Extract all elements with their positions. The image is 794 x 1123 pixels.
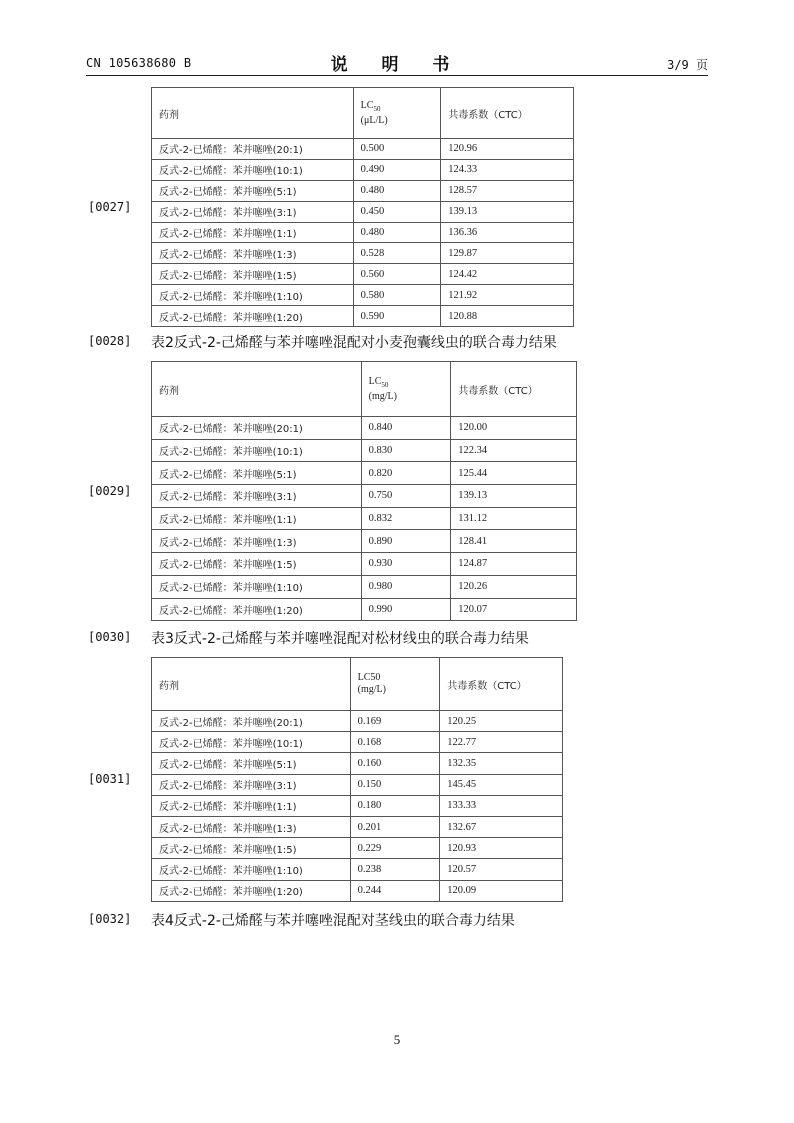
table-row — [152, 306, 574, 327]
lc50-cell: 0.528 — [353, 243, 441, 264]
table-row — [152, 530, 577, 553]
agent-cell: 反式-2-已烯醛：苯并噻唑(3:1) — [152, 485, 362, 508]
agent-cell: 反式-2-已烯醛：苯并噻唑(5:1) — [152, 753, 351, 774]
agent-cell: 反式-2-已烯醛：苯并噻唑(5:1) — [152, 462, 362, 485]
ctc-cell: 122.34 — [451, 439, 577, 462]
lc-subscript: 50 — [381, 380, 389, 389]
lc50-cell: 0.580 — [353, 285, 441, 306]
agent-cell: 反式-2-已烯醛：苯并噻唑(20:1) — [152, 417, 362, 440]
agent-cell: 反式-2-已烯醛：苯并噻唑(10:1) — [152, 159, 354, 180]
lc50-cell: 0.490 — [353, 159, 441, 180]
table-row — [152, 462, 577, 485]
table-row — [152, 816, 563, 837]
lc50-cell: 0.750 — [361, 485, 451, 508]
agent-cell: 反式-2-已烯醛：苯并噻唑(10:1) — [152, 439, 362, 462]
ctc-cell: 132.35 — [440, 753, 563, 774]
agent-cell: 反式-2-已烯醛：苯并噻唑(1:1) — [152, 507, 362, 530]
table-3 — [151, 657, 563, 902]
patent-number: CN 105638680 B — [86, 56, 192, 70]
ctc-cell: 120.26 — [451, 575, 577, 598]
agent-cell: 反式-2-已烯醛：苯并噻唑(1:1) — [152, 222, 354, 243]
lc50-cell: 0.500 — [353, 139, 441, 160]
ctc-cell: 120.00 — [451, 417, 577, 440]
agent-cell: 反式-2-已烯醛：苯并噻唑(1:3) — [152, 243, 354, 264]
table-header-row — [152, 658, 563, 711]
ctc-cell: 120.25 — [440, 711, 563, 732]
lc-label: LC — [360, 99, 374, 111]
paragraph-number: [0028] — [88, 334, 132, 348]
ctc-cell: 124.33 — [441, 159, 574, 180]
ctc-cell: 124.87 — [451, 553, 577, 576]
table-row — [152, 575, 577, 598]
document-title: 说 明 书 — [330, 55, 464, 75]
agent-cell: 反式-2-已烯醛：苯并噻唑(1:5) — [152, 838, 351, 859]
table-row — [152, 264, 574, 285]
agent-cell: 反式-2-已烯醛：苯并噻唑(1:3) — [152, 530, 362, 553]
ctc-cell: 122.77 — [440, 732, 563, 753]
ctc-cell: 139.13 — [451, 485, 577, 508]
agent-cell: 反式-2-已烯醛：苯并噻唑(3:1) — [152, 774, 351, 795]
agent-cell: 反式-2-已烯醛：苯并噻唑(20:1) — [152, 139, 354, 160]
lc-label: LC50 — [357, 672, 381, 683]
page-header — [86, 50, 708, 74]
lc50-cell: 0.980 — [361, 575, 451, 598]
table-2-caption: 表2反式-2-己烯醛与苯并噻唑混配对小麦孢囊线虫的联合毒力结果 — [151, 335, 557, 351]
lc-unit: (μL/L) — [360, 114, 388, 126]
ctc-cell: 132.67 — [440, 816, 563, 837]
lc50-cell: 0.560 — [353, 264, 441, 285]
lc-label: LC — [368, 375, 382, 387]
ctc-cell: 120.09 — [440, 880, 563, 901]
agent-cell: 反式-2-已烯醛：苯并噻唑(1:1) — [152, 795, 351, 816]
header-ctc: 共毒系数（CTC） — [441, 88, 574, 139]
table-2 — [151, 361, 577, 621]
lc-unit: (mg/L) — [368, 390, 397, 402]
paragraph-number: [0029] — [88, 484, 132, 498]
agent-cell: 反式-2-已烯醛：苯并噻唑(10:1) — [152, 732, 351, 753]
table-row — [152, 732, 563, 753]
paragraph-number: [0031] — [88, 772, 132, 786]
page-number: 5 — [393, 1032, 401, 1047]
agent-cell: 反式-2-已烯醛：苯并噻唑(1:5) — [152, 264, 354, 285]
lc50-cell: 0.180 — [350, 795, 440, 816]
ctc-cell: 121.92 — [441, 285, 574, 306]
agent-cell: 反式-2-已烯醛：苯并噻唑(20:1) — [152, 711, 351, 732]
header-lc50 — [361, 362, 451, 417]
lc50-cell: 0.201 — [350, 816, 440, 837]
table-header-row — [152, 362, 577, 417]
header-agent: 药剂 — [152, 88, 354, 139]
paragraph-number: [0030] — [88, 630, 132, 644]
table-row — [152, 201, 574, 222]
paragraph-number: [0032] — [88, 912, 132, 926]
table-row — [152, 753, 563, 774]
agent-cell: 反式-2-已烯醛：苯并噻唑(5:1) — [152, 180, 354, 201]
lc50-cell: 0.150 — [350, 774, 440, 795]
table-row — [152, 553, 577, 576]
table-row — [152, 880, 563, 901]
lc50-cell: 0.990 — [361, 598, 451, 621]
agent-cell: 反式-2-已烯醛：苯并噻唑(3:1) — [152, 201, 354, 222]
agent-cell: 反式-2-已烯醛：苯并噻唑(1:10) — [152, 859, 351, 880]
lc50-cell: 0.832 — [361, 507, 451, 530]
ctc-cell: 128.41 — [451, 530, 577, 553]
lc50-cell: 0.590 — [353, 306, 441, 327]
table-row — [152, 507, 577, 530]
ctc-cell: 120.07 — [451, 598, 577, 621]
table-row — [152, 222, 574, 243]
header-agent: 药剂 — [152, 658, 351, 711]
header-agent: 药剂 — [152, 362, 362, 417]
lc50-cell: 0.168 — [350, 732, 440, 753]
table-row — [152, 838, 563, 859]
ctc-cell: 136.36 — [441, 222, 574, 243]
header-ctc: 共毒系数（CTC） — [451, 362, 577, 417]
ctc-cell: 128.57 — [441, 180, 574, 201]
lc-subscript: 50 — [373, 104, 381, 113]
lc50-cell: 0.830 — [361, 439, 451, 462]
table-row — [152, 598, 577, 621]
table-row — [152, 243, 574, 264]
lc50-cell: 0.480 — [353, 180, 441, 201]
lc50-cell: 0.169 — [350, 711, 440, 732]
agent-cell: 反式-2-已烯醛：苯并噻唑(1:20) — [152, 306, 354, 327]
agent-cell: 反式-2-已烯醛：苯并噻唑(1:10) — [152, 285, 354, 306]
header-lc50 — [353, 88, 441, 139]
agent-cell: 反式-2-已烯醛：苯并噻唑(1:20) — [152, 598, 362, 621]
lc50-cell: 0.840 — [361, 417, 451, 440]
ctc-cell: 139.13 — [441, 201, 574, 222]
table-3-caption: 表3反式-2-己烯醛与苯并噻唑混配对松材线虫的联合毒力结果 — [151, 631, 529, 647]
table-row — [152, 795, 563, 816]
ctc-cell: 120.57 — [440, 859, 563, 880]
header-lc50 — [350, 658, 440, 711]
paragraph-number: [0027] — [88, 200, 132, 214]
table-row — [152, 159, 574, 180]
table-row — [152, 774, 563, 795]
table-row — [152, 285, 574, 306]
agent-cell: 反式-2-已烯醛：苯并噻唑(1:3) — [152, 816, 351, 837]
ctc-cell: 145.45 — [440, 774, 563, 795]
table-1 — [151, 87, 574, 327]
ctc-cell: 120.93 — [440, 838, 563, 859]
table-row — [152, 180, 574, 201]
agent-cell: 反式-2-已烯醛：苯并噻唑(1:20) — [152, 880, 351, 901]
header-divider — [86, 75, 708, 76]
ctc-cell: 129.87 — [441, 243, 574, 264]
header-ctc: 共毒系数（CTC） — [440, 658, 563, 711]
table-row — [152, 485, 577, 508]
lc50-cell: 0.930 — [361, 553, 451, 576]
table-header-row — [152, 88, 574, 139]
ctc-cell: 131.12 — [451, 507, 577, 530]
table-row — [152, 439, 577, 462]
agent-cell: 反式-2-已烯醛：苯并噻唑(1:5) — [152, 553, 362, 576]
lc50-cell: 0.244 — [350, 880, 440, 901]
lc50-cell: 0.229 — [350, 838, 440, 859]
table-row — [152, 859, 563, 880]
lc50-cell: 0.480 — [353, 222, 441, 243]
agent-cell: 反式-2-已烯醛：苯并噻唑(1:10) — [152, 575, 362, 598]
ctc-cell: 120.96 — [441, 139, 574, 160]
table-row — [152, 417, 577, 440]
table-4-caption: 表4反式-2-己烯醛与苯并噻唑混配对茎线虫的联合毒力结果 — [151, 913, 515, 929]
lc50-cell: 0.160 — [350, 753, 440, 774]
table-row — [152, 711, 563, 732]
ctc-cell: 125.44 — [451, 462, 577, 485]
table-row — [152, 139, 574, 160]
ctc-cell: 124.42 — [441, 264, 574, 285]
ctc-cell: 120.88 — [441, 306, 574, 327]
lc50-cell: 0.890 — [361, 530, 451, 553]
page-indicator: 3/9 页 — [667, 58, 708, 72]
lc50-cell: 0.450 — [353, 201, 441, 222]
lc50-cell: 0.820 — [361, 462, 451, 485]
lc-unit: (mg/L) — [357, 684, 386, 695]
lc50-cell: 0.238 — [350, 859, 440, 880]
ctc-cell: 133.33 — [440, 795, 563, 816]
